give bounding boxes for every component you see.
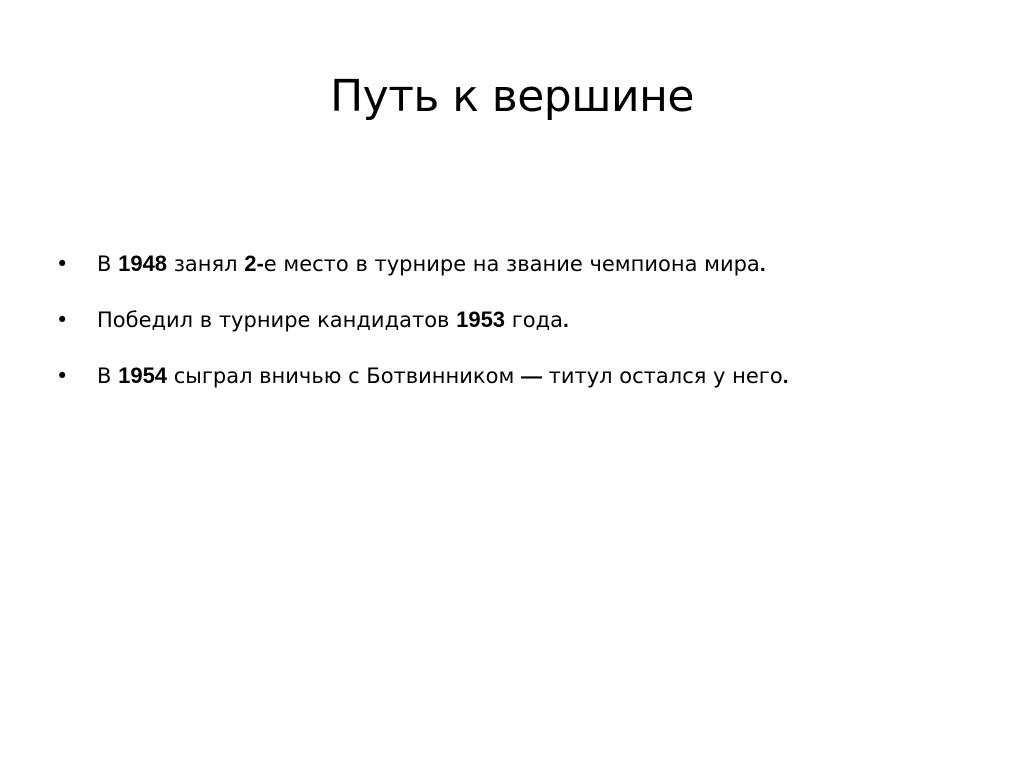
place-number: 2- [244, 251, 264, 276]
bullet-icon: • [56, 308, 69, 332]
period: . [782, 365, 789, 388]
period: . [563, 309, 569, 332]
bullet-text [97, 300, 569, 341]
text-run: года [505, 308, 563, 332]
text-run: титул остался у него [541, 364, 783, 388]
bullet-icon: • [56, 364, 69, 388]
year-1953: 1953 [456, 307, 506, 332]
text-run: В [97, 252, 119, 276]
text-run: сыграл вничью с Ботвинником [167, 364, 521, 388]
em-dash: — [520, 365, 542, 388]
text-run: В [97, 364, 119, 388]
bullet-text [97, 356, 789, 397]
bullet-icon: • [56, 252, 69, 276]
period: . [759, 253, 766, 276]
text-run: занял [167, 252, 245, 276]
year-1948: 1948 [118, 251, 168, 276]
text-run: е место в турнире на звание чемпиона мира [263, 252, 760, 276]
year-1954: 1954 [118, 363, 168, 388]
bullet-text [97, 244, 766, 285]
text-run: Победил в турнире кандидатов [97, 308, 457, 332]
slide-title: Путь к вершине [330, 71, 694, 122]
